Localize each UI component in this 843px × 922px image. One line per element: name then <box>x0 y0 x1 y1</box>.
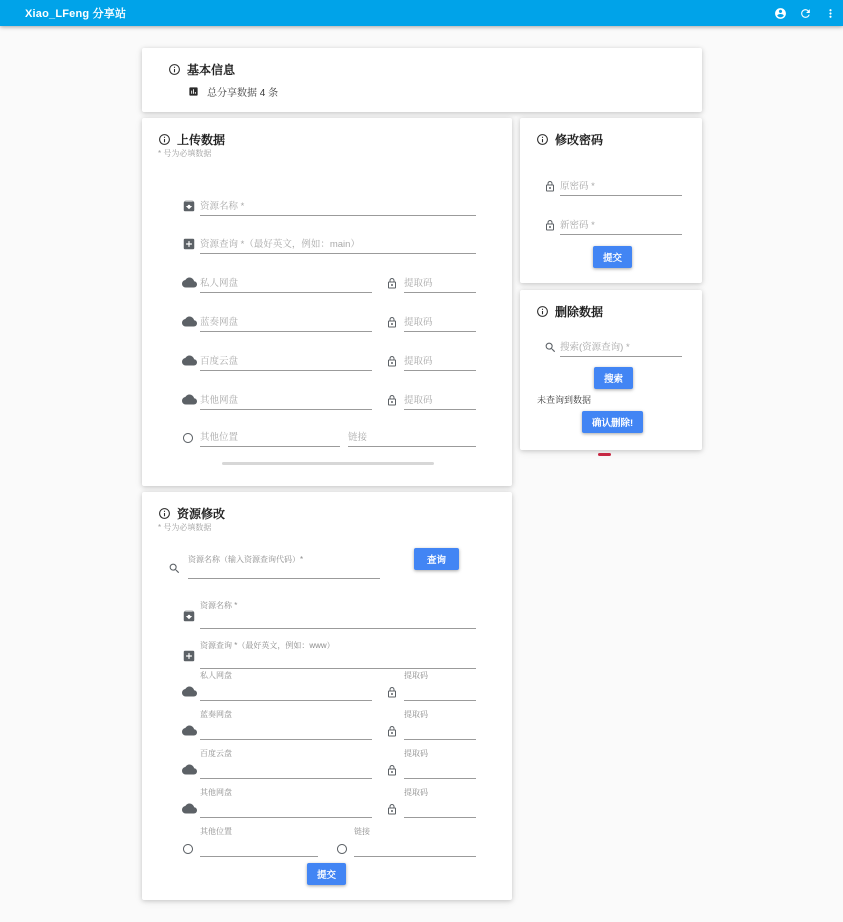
upload-card-title: 上传数据 <box>177 133 226 147</box>
modify-private-code-input[interactable] <box>404 684 476 701</box>
modify-submit-button[interactable]: 提交 <box>307 863 346 885</box>
account-circle-icon[interactable] <box>774 7 787 20</box>
lock-icon <box>386 316 398 329</box>
modify-lanzou-disk-input[interactable] <box>200 723 372 740</box>
modify-private-disk-input[interactable] <box>200 684 372 701</box>
upload-lanzou-code-input[interactable] <box>404 315 476 332</box>
change-password-card <box>520 118 702 283</box>
modify-lanzou-disk-label: 蓝奏网盘 <box>200 710 232 719</box>
topbar-actions <box>774 0 837 26</box>
modify-other-location-label: 其他位置 <box>200 827 232 836</box>
upload-other-disk-input[interactable] <box>200 393 372 410</box>
modify-resource-code-input[interactable] <box>200 652 476 669</box>
modify-query-button[interactable]: 查询 <box>414 548 459 570</box>
modify-baidu-disk-label: 百度云盘 <box>200 749 232 758</box>
upload-lanzou-disk-input[interactable] <box>200 315 372 332</box>
modify-lanzou-code-label: 提取码 <box>404 710 428 719</box>
add-box-icon <box>182 237 196 251</box>
delete-search-button[interactable]: 搜索 <box>594 367 633 389</box>
modify-other-location-input[interactable] <box>200 840 318 857</box>
basic-info-title: 基本信息 <box>187 63 236 77</box>
archive-icon <box>182 199 196 213</box>
cloud-icon <box>182 684 197 699</box>
lock-icon <box>386 803 398 816</box>
refresh-icon[interactable] <box>799 7 812 20</box>
cloud-icon <box>182 353 197 368</box>
add-box-icon <box>182 649 196 663</box>
old-password-input[interactable] <box>560 179 682 196</box>
lock-icon <box>386 686 398 699</box>
password-card-title: 修改密码 <box>555 133 604 147</box>
upload-resource-code-input[interactable] <box>200 237 476 254</box>
cloud-icon <box>182 801 197 816</box>
total-share-stat: 总分享数据 4 条 <box>207 88 279 99</box>
search-icon <box>168 562 181 575</box>
modify-link-input[interactable] <box>354 840 476 857</box>
modify-other-code-label: 提取码 <box>404 788 428 797</box>
cloud-icon <box>182 392 197 407</box>
lock-icon <box>544 219 556 232</box>
search-icon <box>544 341 557 354</box>
upload-card <box>142 118 512 486</box>
delete-search-input[interactable] <box>560 340 682 357</box>
modify-resource-name-input[interactable] <box>200 612 476 629</box>
resource-modify-card <box>142 492 512 900</box>
archive-icon <box>182 609 196 623</box>
cloud-icon <box>182 275 197 290</box>
delete-data-card <box>520 290 702 450</box>
upload-baidu-disk-input[interactable] <box>200 354 372 371</box>
modify-required-note: * 号为必填数据 <box>158 523 212 532</box>
lock-icon <box>386 764 398 777</box>
cloud-icon <box>182 762 197 777</box>
topbar <box>0 0 843 26</box>
modify-query-label: 资源名称（输入资源查询代码）* <box>188 555 304 564</box>
modify-private-disk-label: 私人网盘 <box>200 671 232 680</box>
delete-card-title: 删除数据 <box>555 305 604 319</box>
more-vertical-icon[interactable] <box>824 7 837 20</box>
lock-icon <box>544 180 556 193</box>
modify-other-disk-input[interactable] <box>200 801 372 818</box>
upload-link-input[interactable] <box>348 430 476 447</box>
modify-other-disk-label: 其他网盘 <box>200 788 232 797</box>
bar-chart-icon <box>188 86 199 97</box>
lock-icon <box>386 277 398 290</box>
circle-icon <box>336 843 348 855</box>
upload-private-code-input[interactable] <box>404 276 476 293</box>
lock-icon <box>386 725 398 738</box>
upload-baidu-code-input[interactable] <box>404 354 476 371</box>
delete-empty-status: 未查询到数据 <box>537 395 592 405</box>
circle-icon <box>182 843 194 855</box>
basic-info-card <box>142 48 702 112</box>
red-indicator <box>598 453 611 456</box>
modify-baidu-code-input[interactable] <box>404 762 476 779</box>
modify-link-label: 链接 <box>354 827 370 836</box>
confirm-delete-button[interactable]: 确认删除! <box>582 411 643 433</box>
info-icon <box>536 305 549 318</box>
upload-other-location-input[interactable] <box>200 430 340 447</box>
lock-icon <box>386 355 398 368</box>
upload-other-code-input[interactable] <box>404 393 476 410</box>
modify-code-label: 资源查询 *（最好英文，例如：www） <box>200 641 335 650</box>
upload-resource-name-input[interactable] <box>200 199 476 216</box>
cloud-icon <box>182 723 197 738</box>
modify-private-code-label: 提取码 <box>404 671 428 680</box>
modify-card-title: 资源修改 <box>177 507 226 521</box>
upload-private-disk-input[interactable] <box>200 276 372 293</box>
app-title: Xiao_LFeng 分享站 <box>25 8 127 20</box>
info-icon <box>158 507 171 520</box>
modify-baidu-disk-input[interactable] <box>200 762 372 779</box>
info-icon <box>168 63 181 76</box>
cloud-icon <box>182 314 197 329</box>
circle-icon <box>182 432 194 444</box>
modify-baidu-code-label: 提取码 <box>404 749 428 758</box>
modify-name-label: 资源名称 * <box>200 601 238 610</box>
modify-lanzou-code-input[interactable] <box>404 723 476 740</box>
modify-other-code-input[interactable] <box>404 801 476 818</box>
info-icon <box>158 133 171 146</box>
upload-required-note: * 号为必填数据 <box>158 149 212 158</box>
horizontal-scrollbar[interactable] <box>222 462 434 465</box>
lock-icon <box>386 394 398 407</box>
modify-query-input[interactable] <box>188 562 380 579</box>
password-submit-button[interactable]: 提交 <box>593 246 632 268</box>
new-password-input[interactable] <box>560 218 682 235</box>
info-icon <box>536 133 549 146</box>
